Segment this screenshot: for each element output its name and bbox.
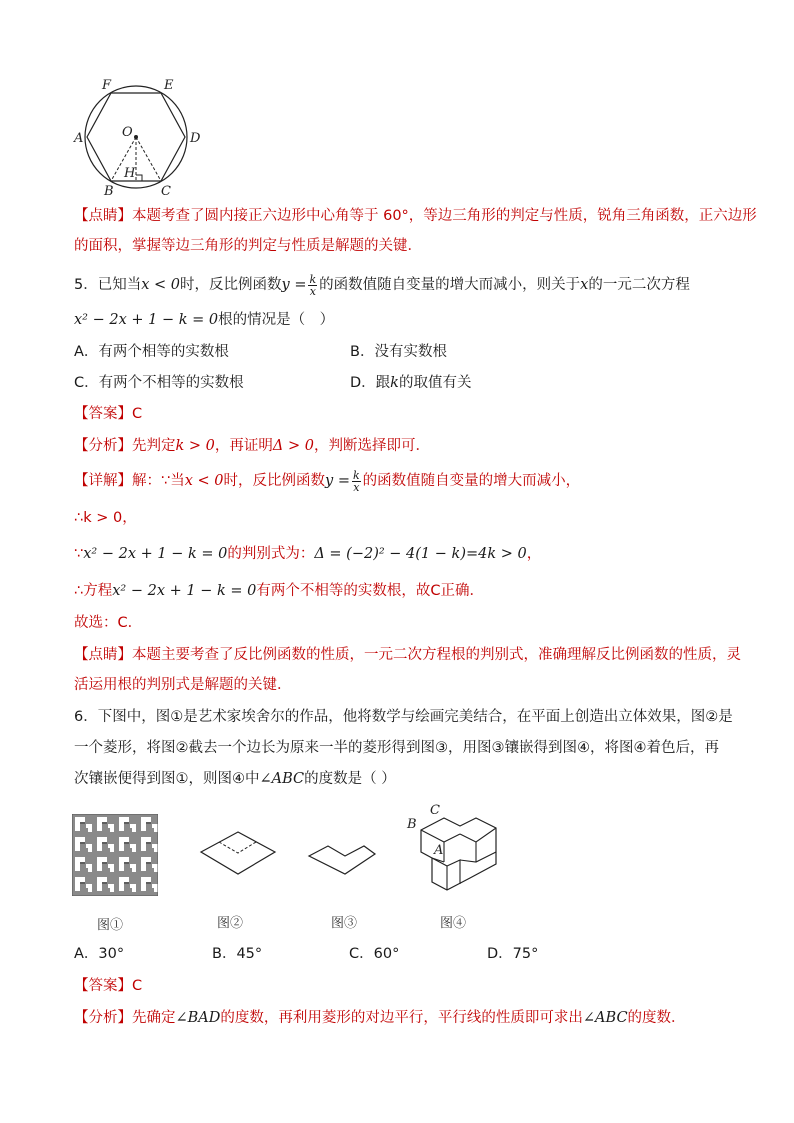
q6-analysis-line [74, 1008, 686, 1028]
q5-stem-line1 [74, 272, 690, 298]
q5-option-d-a: D．跟 [350, 375, 391, 391]
q5-stem-a: 5．已知当 [74, 277, 142, 293]
q6-option-b: B．45° [212, 946, 263, 962]
q5-dianjing-tag: 【点睛】 [74, 647, 132, 663]
q5-step3-c: C [430, 583, 441, 599]
q5-choose: 故选：C． [74, 615, 143, 631]
q5-step3-eq: x² − 2x + 1 − k = 0 [112, 583, 257, 599]
q5-equation: x² − 2x + 1 − k = 0 [74, 312, 219, 328]
q6-stem-line3 [74, 769, 396, 789]
label-D: D [190, 131, 201, 146]
label-H: H [124, 166, 136, 181]
q5-step2 [74, 544, 541, 564]
q5-detail-b: 时，反比例函数 [223, 473, 326, 489]
label-E: E [164, 78, 174, 93]
q5-step2-b: 的判别式为： [227, 546, 315, 562]
figure-2-rhombus [198, 830, 278, 880]
fig4-label-C: C [430, 803, 440, 818]
q5-step1: ∴k > 0， [74, 510, 137, 526]
q5-step3-a: ∴方程 [74, 583, 113, 599]
q6-stem-angle: ∠ABC [259, 771, 305, 787]
q5-detail-c: 的函数值随自变量的增大而减小， [362, 473, 581, 489]
q5-stem-line2 [74, 310, 334, 330]
q4-dianjing-line1 [74, 206, 757, 226]
q5-option-d-k: k [390, 375, 399, 391]
label-O: O [122, 125, 133, 140]
q5-analysis-line [74, 436, 430, 456]
q5-detail-frac-den: x [353, 480, 360, 494]
q6-analysis-c: 的度数． [627, 1010, 686, 1026]
q5-analysis-tag: 【分析】 [74, 438, 132, 454]
q6-analysis-b: 的度数，再利用菱形的对边平行，平行线的性质即可求出 [220, 1010, 583, 1026]
q5-analysis-c: ，判断选择即可． [313, 438, 430, 454]
q5-stem-b: 时，反比例函数 [180, 277, 282, 293]
q6-stem-line3-a: 次镶嵌便得到图①，则图④中 [74, 771, 260, 787]
q5-option-d-b: 的取值有关 [398, 375, 472, 391]
q6-option-c: C．60° [349, 946, 400, 962]
q5-detail-fraction [352, 470, 361, 493]
q5-option-b: B．没有实数根 [350, 344, 447, 360]
label-A: A [74, 131, 84, 146]
q5-frac-num: k [309, 272, 317, 286]
q5-frac-den: x [309, 284, 316, 298]
q6-analysis-angle1: ∠BAD [175, 1010, 221, 1026]
q5-stem-func: y = [281, 277, 307, 293]
q4-dianjing-text1: 本题考查了圆内接正六边形中心角等于 60°，等边三角形的判定与性质，锐角三角函数，正六边形 [132, 208, 757, 224]
q5-stem-fraction [308, 274, 317, 297]
q5-stem-c: 的函数值随自变量的增大而减小，则关于 [319, 277, 581, 293]
q5-detail-func: y = [325, 473, 350, 489]
q5-step2-calc: Δ = (−2)² − 4(1 − k)=4k > 0 [314, 546, 527, 562]
q5-detail-tag: 【详解】 [74, 473, 132, 489]
q5-analysis-b: ，再证明 [214, 438, 273, 454]
q5-option-c: C．有两个不相等的实数根 [74, 375, 244, 391]
q4-dianjing-line2: 的面积，掌握等边三角形的判定与性质是解题的关键． [74, 238, 422, 254]
label-B: B [104, 184, 114, 199]
figure-3-cut-rhombus [306, 838, 378, 878]
q5-detail-line [74, 466, 580, 496]
q5-stem-x: x [580, 277, 589, 293]
q5-detail-a: 解：∵当 [132, 473, 185, 489]
fig4-label-A: A [434, 843, 444, 858]
q5-dianjing-line1 [74, 645, 741, 665]
q5-detail-frac-num: k [352, 468, 360, 482]
q6-analysis-a: 先确定 [132, 1010, 176, 1026]
q5-detail-cond: x < 0 [184, 473, 224, 489]
q6-answer-tag: 【答案】 [74, 978, 132, 994]
q5-answer-line [74, 404, 142, 424]
q6-answer: C [132, 978, 143, 994]
figure-4-caption: 图④ [440, 916, 467, 931]
q5-dianjing-text1: 本题主要考查了反比例函数的性质，一元二次方程根的判别式，准确理解反比例函数的性质，灵 [132, 647, 741, 663]
q4-dianjing-tag: 【点睛】 [74, 208, 132, 224]
q5-analysis-delta: Δ > 0 [272, 438, 314, 454]
q5-step3 [74, 581, 484, 601]
q5-option-a: A．有两个相等的实数根 [74, 344, 229, 360]
q6-stem-line3-b: 的度数是（ ） [304, 771, 396, 787]
q5-answer: C [132, 406, 143, 422]
fig4-label-B: B [407, 817, 417, 832]
q5-dianjing-line2: 活运用根的判别式是解题的关键． [74, 677, 292, 693]
q5-step3-b: 有两个不相等的实数根，故 [256, 583, 431, 599]
label-F: F [102, 78, 112, 93]
q5-step3-d: 正确． [440, 583, 484, 599]
q5-step2-a: ∵ [74, 546, 84, 562]
q5-stem-d: 的一元二次方程 [588, 277, 690, 293]
q6-analysis-angle2: ∠ABC [582, 1010, 628, 1026]
q6-answer-line [74, 976, 142, 996]
hexagon-circle-figure [72, 74, 212, 202]
q5-stem-e: 根的情况是（ ） [218, 312, 335, 328]
figure-1-escher-tessellation [72, 814, 158, 896]
q6-stem-line1: 6．下图中，图①是艺术家埃舍尔的作品，他将数学与绘画完美结合，在平面上创造出立体效果，图②是 [74, 709, 733, 725]
q6-analysis-tag: 【分析】 [74, 1010, 132, 1026]
q5-stem-cond: x < 0 [141, 277, 181, 293]
figure-1-caption: 图① [97, 918, 124, 933]
q6-option-d: D．75° [487, 946, 539, 962]
q6-stem-line2: 一个菱形，将图②截去一个边长为原来一半的菱形得到图③，用图③镶嵌得到图④，将图④着色后，再 [74, 740, 719, 756]
label-C: C [161, 184, 171, 199]
q5-answer-tag: 【答案】 [74, 406, 132, 422]
q5-step2-eq: x² − 2x + 1 − k = 0 [83, 546, 228, 562]
figure-2-caption: 图② [217, 916, 244, 931]
figure-4-tessellation [404, 802, 504, 892]
q5-analysis-a: 先判定 [132, 438, 176, 454]
q5-analysis-k: k > 0 [175, 438, 215, 454]
figure-3-caption: 图③ [331, 916, 358, 931]
q5-option-d [350, 373, 471, 393]
q6-option-a: A．30° [74, 946, 125, 962]
q5-step2-c: ， [526, 546, 542, 562]
